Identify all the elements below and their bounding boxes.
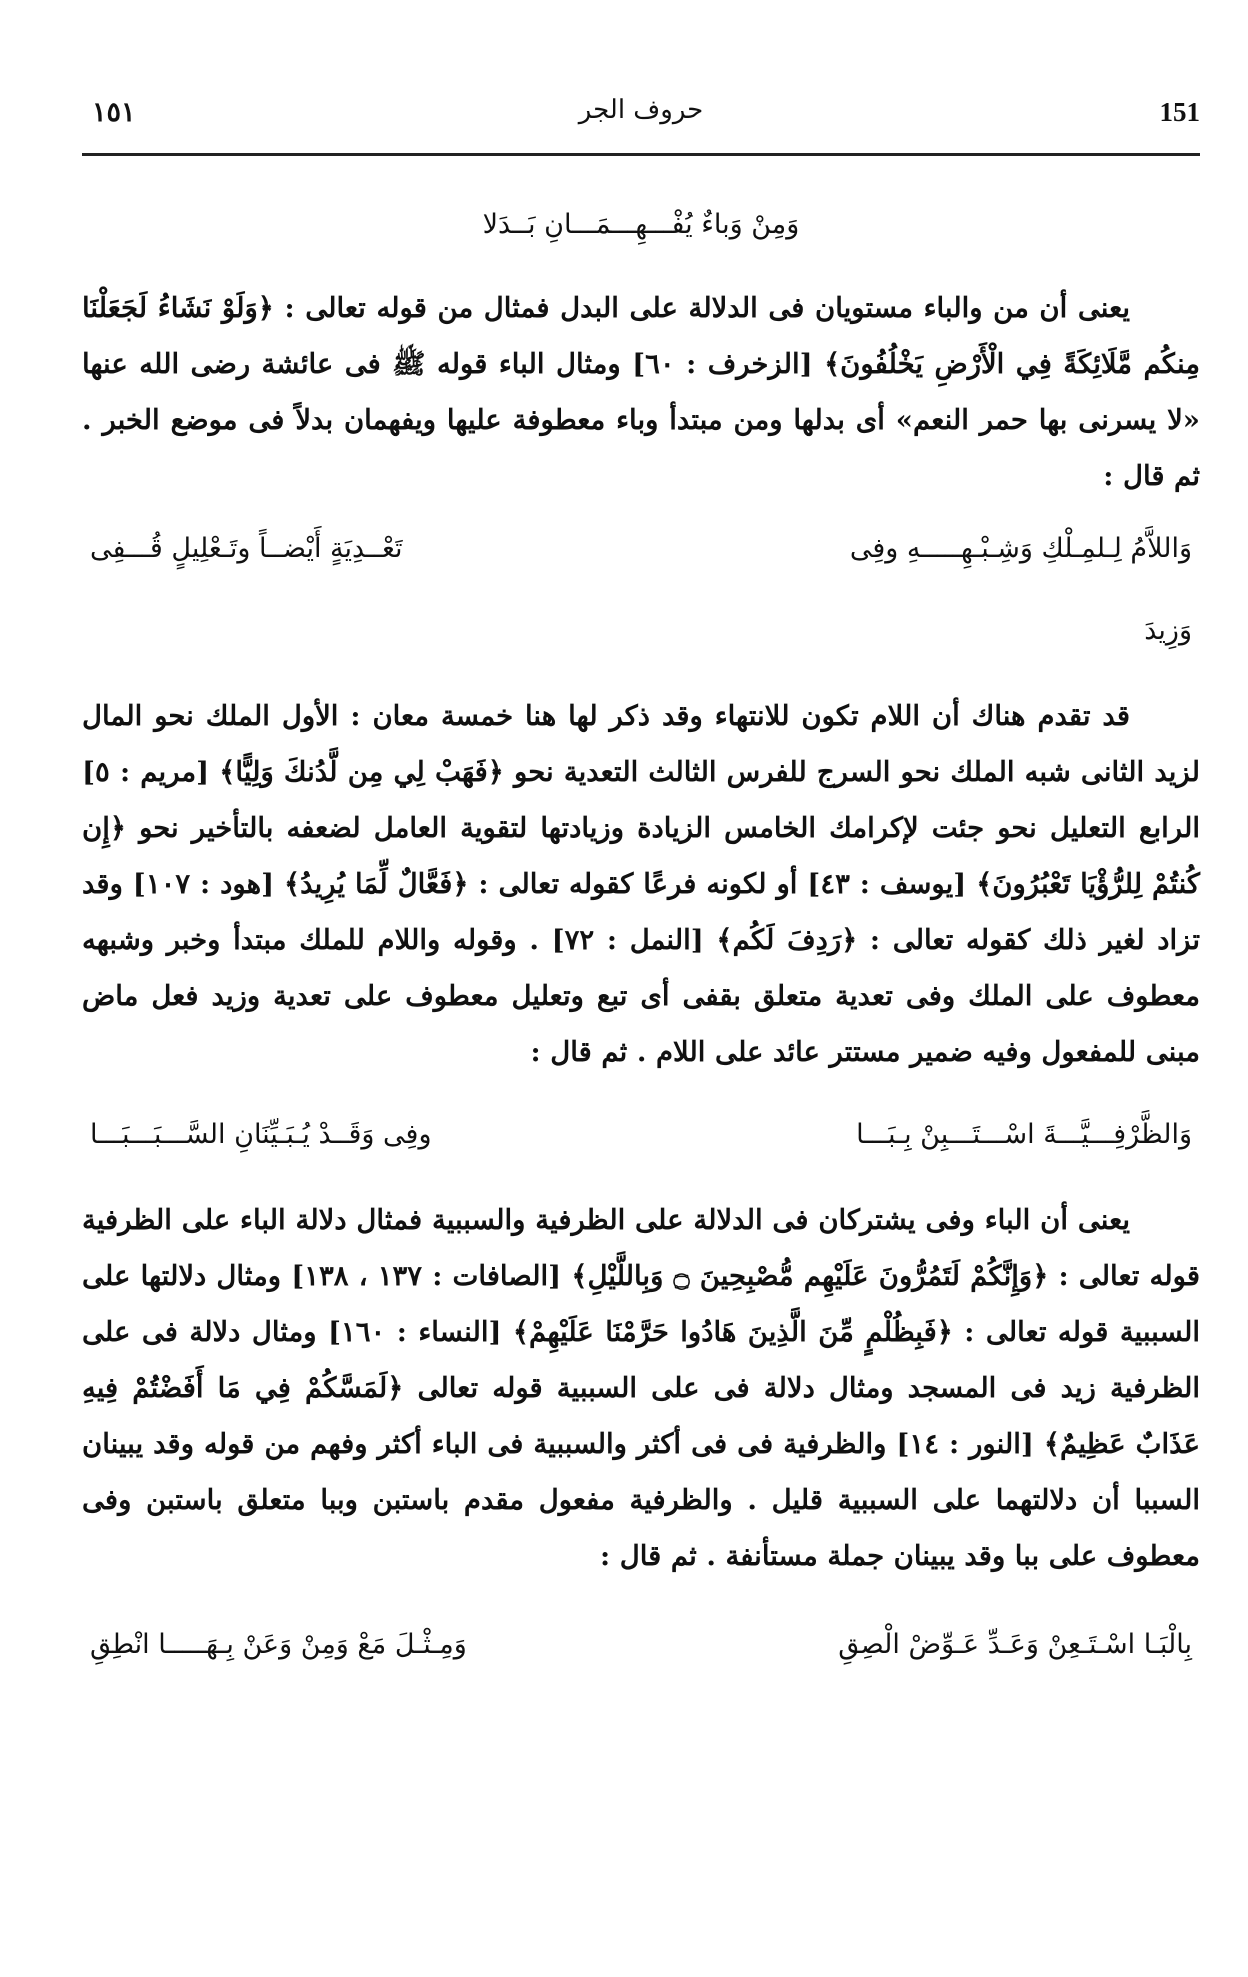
verse-2-first-hemistich: وَاللاَّمُ لِـلمِـلْكِ وَشِـبْـهِـــــهِ وفِى xyxy=(849,533,1192,564)
verse-3-second-hemistich: وفِى وَقَــدْ يُـبَـيِّنَانِ السَّـــبَـــبَـــا xyxy=(90,1119,432,1150)
verse-line-2 xyxy=(82,522,1200,576)
verse-2-continuation: وَزِيدَ xyxy=(1144,615,1192,646)
commentary-paragraph-3: يعنى أن الباء وفى يشتركان فى الدلالة على الظرفية والسببية فمثال دلالة الباء على الظرفية قوله تعالى : ﴿وَإِنَّكُمْ لَتَمُرُّونَ عَلَيْهِم مُّصْبِحِينَ ۝ وَبِاللَّيْلِ﴾ [الصافات : ١٣٧ ، ١٣٨] ومثال دلالتها على السببية قوله تعالى : ﴿فَبِظُلْمٍ مِّنَ الَّذِينَ هَادُوا حَرَّمْنَا عَلَيْهِمْ﴾ [النساء : ١٦٠] ومثال دلالة فى على الظرفية زيد فى المسجد ومثال دلالة فى على السببية قوله تعالى ﴿لَمَسَّكُمْ فِي مَا أَفَضْتُمْ فِيهِ عَذَابٌ عَظِيمٌ﴾ [النور : ١٤] والظرفية فى فى أكثر والسببية فى الباء أكثر وفهم من قوله وقد يبينان السببا أن دلالتهما على السببية قليل . والظرفية مفعول مقدم باستبن وببا متعلق باستبن وفى معطوف على ببا وقد يبينان جملة مستأنفة . ثم قال : xyxy=(82,1204,1201,1572)
page-header xyxy=(82,95,1200,156)
verse-line-1: وَمِنْ وَباءٌ يُفْـــهِـــمَـــانِ بَــدَلا xyxy=(482,209,800,240)
verse-line-4 xyxy=(82,1618,1200,1672)
verse-3-first-hemistich: وَالظَّرْفِـــيَّـــةَ اسْـــتَـــبِنْ بِـبَـــا xyxy=(856,1119,1192,1150)
commentary-paragraph-2: قد تقدم هناك أن اللام تكون للانتهاء وقد ذكر لها هنا خمسة معان : الأول الملك نحو المال لزيد الثانى شبه الملك نحو السرج للفرس الثالث التعدية نحو ﴿فَهَبْ لِي مِن لَّدُنكَ وَلِيًّا﴾ [مريم : ٥] الرابع التعليل نحو جئت لإكرامك الخامس الزيادة وزيادتها لتقوية العامل لضعفه بالتأخير نحو ﴿إِن كُنتُمْ لِلرُّؤْيَا تَعْبُرُونَ﴾ [يوسف : ٤٣] أو لكونه فرعًا كقوله تعالى : ﴿فَعَّالٌ لِّمَا يُرِيدُ﴾ [هود : ١٠٧] وقد تزاد لغير ذلك كقوله تعالى : ﴿رَدِفَ لَكُم﴾ [النمل : ٧٢] . وقوله واللام للملك مبتدأ وخبر وشبهه معطوف على الملك وفى تعدية متعلق بقفى أى تبع وتعليل معطوف على تعدية وزيد فعل ماض مبنى للمفعول وفيه ضمير مستتر عائد على اللام . ثم قال : xyxy=(82,700,1200,1068)
commentary-paragraph-1: يعنى أن من والباء مستويان فى الدلالة على البدل فمثال من قوله تعالى : ﴿وَلَوْ نَشَاءُ لَجَعَلْنَا مِنكُم مَّلَائِكَةً فِي الْأَرْضِ يَخْلُفُونَ﴾ [الزخرف : ٦٠] ومثال الباء قوله ﷺ فى عائشة رضى الله عنها «لا يسرنى بها حمر النعم» أى بدلها ومن مبتدأ وباء معطوفة عليها ويفهمان بدلاً فى موضع الخبر . ثم قال : xyxy=(82,292,1200,492)
verse-2-second-hemistich: تَعْــدِيَةٍ أَيْضــاً وتَـعْلِيلٍ قُـــفِى xyxy=(90,533,403,564)
page-number-latin: 151 xyxy=(1159,97,1200,127)
verse-4-second-hemistich: وَمِـثْـلَ مَعْ وَمِنْ وَعَنْ بِـهَـــــا انْطِقِ xyxy=(90,1629,467,1660)
page-number-arabic: ١٥١ xyxy=(92,97,136,128)
verse-4-first-hemistich: بِالْبَـا اسْـتَـعِنْ وَعَـدِّ عَـوِّضْ الْصِقِ xyxy=(838,1629,1192,1660)
chapter-title: حروف الجر xyxy=(578,95,704,125)
verse-line-3 xyxy=(82,1108,1200,1162)
